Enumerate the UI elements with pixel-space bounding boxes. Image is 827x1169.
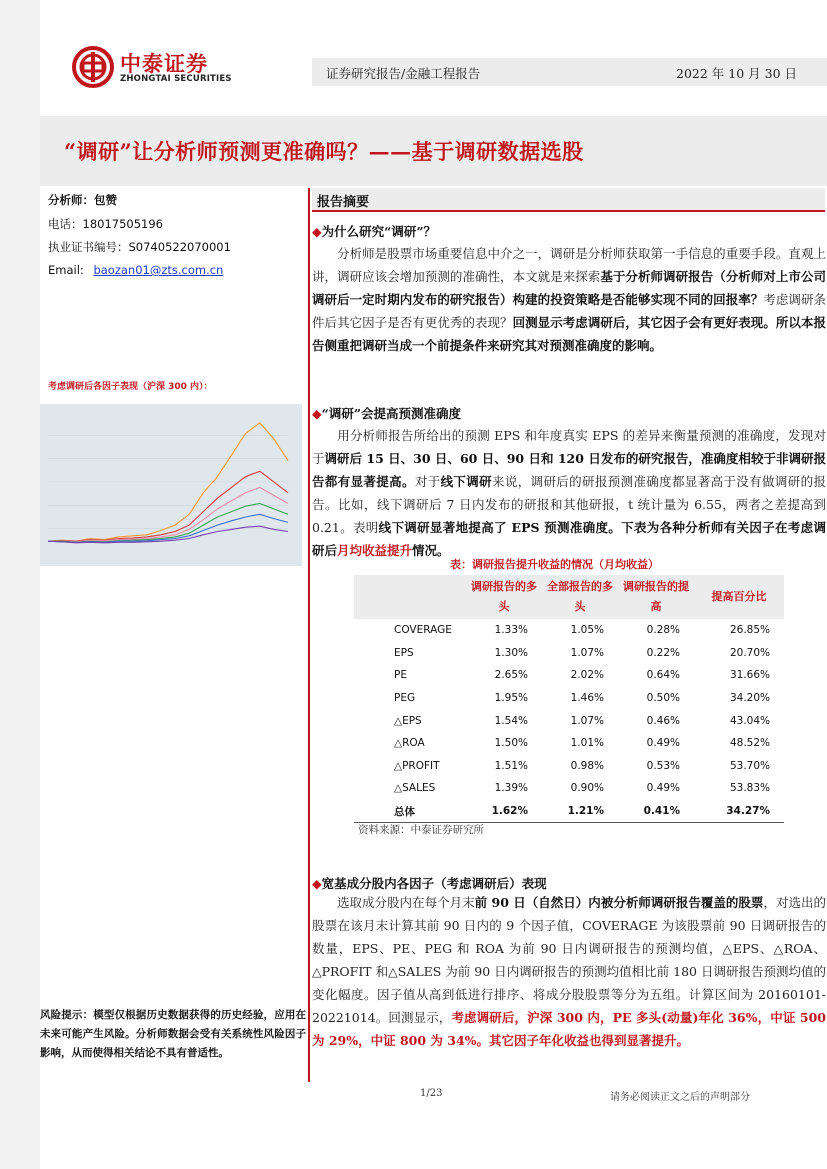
summary-heading: [312, 188, 825, 212]
row-label: 总体: [354, 800, 466, 823]
improvement-table: [354, 575, 784, 823]
table-total-row: [354, 800, 784, 823]
cell: 34.27%: [694, 800, 784, 823]
report-category: 证券研究报告/金融工程报告: [326, 66, 481, 81]
text-segment-bold: 线下调研: [440, 474, 493, 489]
cell: 1.07%: [570, 646, 604, 659]
cell: 0.50%: [646, 692, 680, 705]
cell: 1.01%: [570, 737, 604, 750]
table-header-row: [354, 575, 784, 619]
row-label: △ROA: [394, 737, 425, 750]
table-row: [354, 777, 784, 800]
cell: 0.46%: [646, 714, 680, 727]
cell: 53.83%: [729, 782, 770, 795]
row-label: △EPS: [394, 714, 422, 727]
cell: 0.64%: [646, 669, 680, 682]
page-number: 1/23: [420, 1088, 443, 1099]
bullet-improve-accuracy: [312, 404, 461, 422]
cell: 1.51%: [494, 759, 528, 772]
cell: 1.95%: [494, 692, 528, 705]
cell: 20.70%: [729, 646, 770, 659]
paragraph-why-research: [312, 242, 826, 357]
cell: 1.33%: [494, 624, 528, 637]
table-header-cell: [354, 575, 466, 619]
company-logo: [72, 46, 242, 90]
cell: 34.20%: [729, 692, 770, 705]
cell: 1.50%: [494, 737, 528, 750]
table-row: [354, 642, 784, 665]
bullet-title: “调研”会提高预测准确度: [321, 406, 462, 421]
bullet-broad-index: [312, 874, 547, 892]
email-link[interactable]: baozan01@zts.com.cn: [93, 263, 224, 277]
report-title: “调研”让分析师预测更准确吗？——基于调研数据选股: [64, 139, 584, 164]
table-title: 表：调研报告提升收益的情况（月均收益）: [450, 558, 659, 571]
text-segment-red: 考虑调研后，沪深 300 内，PE 多头(动量)年化 36%，中证 500 为 29%，中证 800 为 34%。其它因子年化收益也得到显著提升。: [312, 1010, 827, 1048]
cell: 0.53%: [646, 759, 680, 772]
cell: 43.04%: [729, 714, 770, 727]
text-segment: 用分析师报告所给出的预测 EPS 和年度真实 EPS 的差异来衡量预测的准确度，发现对于: [312, 428, 826, 466]
table-row: [354, 619, 784, 642]
table-header-cell: 提高百分比: [694, 575, 784, 619]
chart-caption: 考虑调研后各因子表现（沪深 300 内）：: [48, 382, 213, 392]
bullet-why-research: [312, 222, 436, 240]
cell: 0.41%: [618, 800, 694, 823]
column-divider: [308, 188, 310, 1082]
analyst-email-row: [48, 263, 223, 277]
logo-mark-icon: [72, 46, 114, 88]
table-header-cell: 调研报告的提高: [618, 575, 694, 619]
cell: 2.65%: [494, 669, 528, 682]
row-label: △PROFIT: [394, 759, 440, 772]
cell: 0.28%: [646, 624, 680, 637]
bullet-title: 为什么研究“调研”？: [321, 224, 437, 239]
series-line-green: [48, 504, 288, 543]
paragraph-broad-index: [312, 891, 826, 1052]
text-segment: 选取成分股内在每个月末: [337, 895, 475, 910]
cell: 1.46%: [570, 692, 604, 705]
table-header-cell: 全部报告的多头: [542, 575, 618, 619]
cell: 53.70%: [729, 759, 770, 772]
text-segment: 分析师是股票市场重要信息中介之一，调研是分析师获取第一手信息的重要手段。直观上讲，调研应该会增加预测的准确性，本文就是来探索: [312, 246, 826, 284]
cell: 0.49%: [646, 782, 680, 795]
factor-chart: [40, 404, 302, 566]
cell: 1.62%: [466, 800, 542, 823]
cell: 1.39%: [494, 782, 528, 795]
table-row: [354, 664, 784, 687]
email-label: Email:: [48, 263, 84, 277]
cell: 1.07%: [570, 714, 604, 727]
report-date: 2022 年 10 月 30 日: [676, 66, 797, 81]
cell: 0.90%: [570, 782, 604, 795]
analyst-cert: 执业证书编号：S0740522070001: [48, 240, 231, 254]
logo-text-cn: 中泰证券: [120, 52, 208, 76]
text-segment-bold: 回测显示考虑调研后，其它因子会有更好表现。所以本报告侧重把调研当成一个前提条件来研究其对预测准确度的影响。: [312, 315, 826, 353]
paragraph-improve-accuracy: [312, 424, 826, 562]
diamond-icon: ◆: [312, 876, 322, 891]
table-row: [354, 687, 784, 710]
summary-heading-text: 报告摘要: [317, 195, 370, 210]
diamond-icon: ◆: [312, 406, 322, 421]
bullet-title: 宽基成分股内各因子（考虑调研后）表现: [321, 876, 547, 891]
row-label: △SALES: [394, 782, 436, 795]
text-segment-bold: 前 90 日（自然日）内被分析师调研报告覆盖的股票: [474, 895, 764, 910]
text-segment: 来说，调研后的研报预测准确度都显著高于没有做调研的报告。比如，线下调研后 7 日内发布的研报和其他研报，t 统计量为 6.55，两者之差提高到 0.21。表明: [312, 474, 826, 535]
analyst-name: 分析师：包赞: [48, 193, 117, 207]
diamond-icon: ◆: [312, 224, 322, 239]
cell: 0.98%: [570, 759, 604, 772]
cell: 48.52%: [729, 737, 770, 750]
analyst-phone: 电话：18017505196: [48, 217, 163, 231]
footer-disclaimer: 请务必阅读正文之后的声明部分: [610, 1092, 750, 1103]
left-margin-band: [0, 0, 40, 1169]
text-segment-red: 月均收益提升: [337, 543, 413, 558]
cell: 1.21%: [542, 800, 618, 823]
factor-chart-svg: [40, 404, 302, 566]
cell: 0.22%: [646, 646, 680, 659]
row-label: PE: [394, 669, 407, 682]
text-segment-bold: 调研后 15 日、30 日、60 日、90 日和 120 日发布的研究报告，准确度相较于非调研报告都有显著提高。: [312, 451, 826, 489]
table-row: [354, 709, 784, 732]
text-segment-bold: 基于分析师调研报告（分析师对上市公司调研后一定时期内发布的研究报告）构建的投资策略是否能够实现不同的回报率？: [312, 269, 826, 307]
cell: 31.66%: [729, 669, 770, 682]
text-segment: ，对选出的股票在该月末计算其前 90 日内的 9 个因子值，COVERAGE 为该股票前 90 日调研报告的数量，EPS、PE、PEG 和 ROA 为前 90 日内调研报告的预测均值，△EPS、△ROA、△PROFIT 和△SALES 为前 90 日内调研报告的预测均值相比前 180 日调研报告预测均值的变化幅度。因子值从高到低进行排序、将成分股股票等分为五组。计算区间为 20160101-20221014。回测显示，: [312, 895, 826, 1025]
logo-text-en: ZHONGTAI SECURITIES: [120, 74, 232, 84]
table-header-cell: 调研报告的多头: [466, 575, 542, 619]
table-row: [354, 732, 784, 755]
cell: 2.02%: [570, 669, 604, 682]
table-source: 资料来源：中泰证券研究所: [358, 824, 484, 836]
cell: 1.30%: [494, 646, 528, 659]
cell: 1.54%: [494, 714, 528, 727]
row-label: COVERAGE: [394, 624, 452, 637]
text-segment-bold: 情况。: [412, 543, 450, 558]
cell: 1.05%: [570, 624, 604, 637]
cell: 26.85%: [729, 624, 770, 637]
text-segment: 对于: [414, 474, 441, 489]
cell: 0.49%: [646, 737, 680, 750]
text-segment: 考虑调研条件后其它因子是否有更优秀的表现？: [312, 292, 826, 330]
table-row: [354, 755, 784, 778]
row-label: EPS: [394, 646, 414, 659]
text-segment-bold: 线下调研显著地提高了 EPS 预测准确度。下表为各种分析师有关因子在考虑调研后: [312, 520, 826, 558]
risk-warning: 风险提示：模型仅根据历史数据获得的历史经验，应用在未来可能产生风险。分析师数据会受有关系统性风险因子影响，从而使得相关结论不具有普适性。: [40, 1009, 306, 1059]
row-label: PEG: [394, 692, 416, 705]
